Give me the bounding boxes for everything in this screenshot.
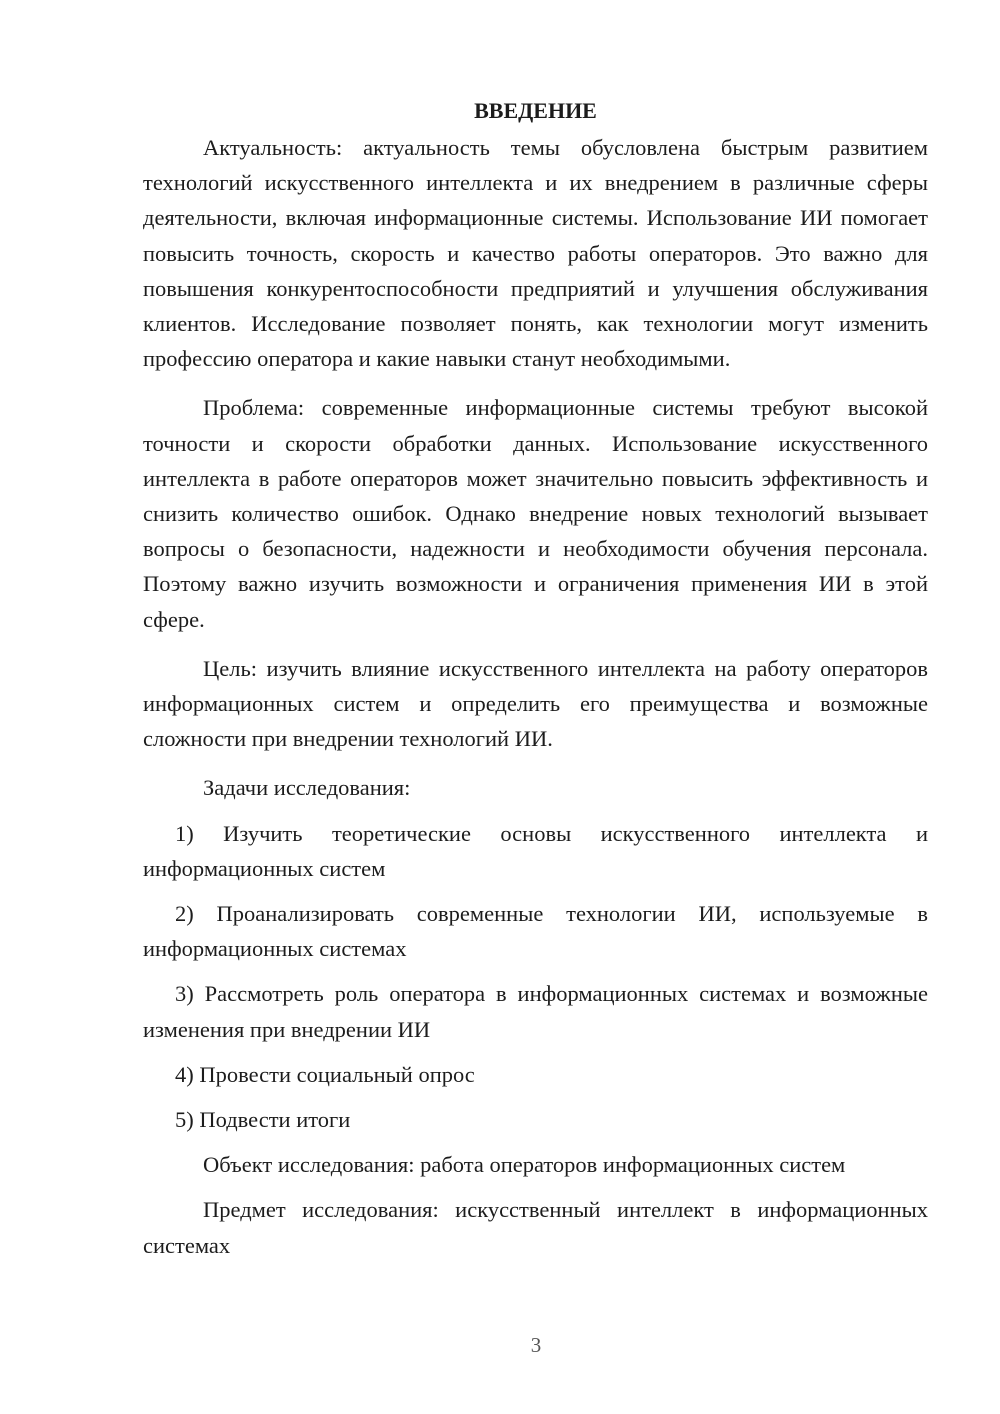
problem-paragraph: Проблема: современные информационные системы требуют высокой точности и скорости обработки данных. Использование искусственного интеллекта в работе операторов может значительно повысить эффективность и снизить количество ошибок. Однако внедрение новых технологий вызывает вопросы о безопасности, надежности и необходимости обучения персонала. Поэтому важно изучить возможности и ограничения применения ИИ в этой сфере. bbox=[143, 395, 928, 632]
task-item-5: 5) Подвести итоги bbox=[175, 1107, 351, 1133]
research-subject: Предмет исследования: искусственный интеллект в информационных системах bbox=[143, 1197, 928, 1258]
task-item-3: 3) Рассмотреть роль оператора в информационных системах и возможные изменения при внедрении ИИ bbox=[143, 981, 928, 1042]
task-item-1: 1) Изучить теоретические основы искусственного интеллекта и информационных систем bbox=[143, 820, 928, 881]
task-item-4: 4) Провести социальный опрос bbox=[175, 1061, 475, 1087]
task-item-2: 2) Проанализировать современные технологии ИИ, используемые в информационных системах bbox=[143, 901, 928, 962]
goal-paragraph: Цель: изучить влияние искусственного интеллекта на работу операторов информационных систем и определить его преимущества и возможные сложности при внедрении технологий ИИ. bbox=[143, 655, 928, 752]
page-title: ВВЕДЕНИЕ bbox=[474, 98, 597, 123]
document-page bbox=[143, 93, 928, 1277]
relevance-paragraph: Актуальность: актуальность темы обусловлена быстрым развитием технологий искусственного интеллекта и их внедрением в различные сферы деятельности, включая информационные системы. Использование ИИ помогает повысить точность, скорость и качество работы операторов. Это важно для повышения конкурентоспособности предприятий и улучшения обслуживания клиентов. Исследование позволяет понять, как технологии могут изменить профессию оператора и какие навыки станут необходимыми. bbox=[143, 135, 928, 372]
page-number: 3 bbox=[530, 1333, 542, 1357]
tasks-heading: Задачи исследования: bbox=[203, 775, 411, 801]
research-object: Объект исследования: работа операторов информационных систем bbox=[203, 1152, 846, 1178]
